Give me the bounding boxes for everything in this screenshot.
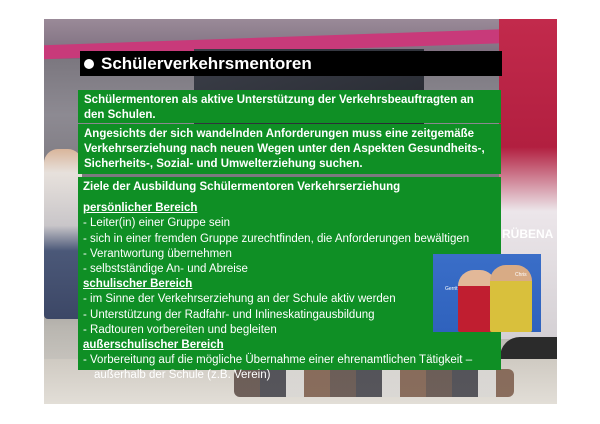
list-item: - sich in einer fremden Gruppe zurechtfinden, die Anforderungen bewältigen (83, 232, 470, 245)
list-item: - Vorbereitung auf die mögliche Übernahme einer ehrenamtlichen Tätigkeit – (83, 354, 473, 367)
goals-heading: Ziele der Ausbildung Schülermentoren Verkehrserziehung (83, 181, 401, 193)
list-item: - Unterstützung der Radfahr- und Inlineskatingausbildung (83, 308, 375, 321)
slide-title (80, 51, 502, 76)
context-box (78, 124, 501, 174)
name-tag: Gerrit (445, 286, 458, 292)
section-title-personal: persönlicher Bereich (83, 202, 198, 215)
list-item: - Verantwortung übernehmen (83, 247, 232, 260)
section-title-school: schulischer Bereich (83, 278, 193, 291)
bullet-icon (84, 59, 94, 69)
list-item: - Leiter(in) einer Gruppe sein (83, 217, 231, 230)
list-item: - selbstständige An- und Abreise (83, 262, 248, 275)
name-tag: Chris (515, 272, 527, 278)
list-item: - im Sinne der Verkehrserziehung an der Schule aktiv werden (83, 293, 396, 306)
list-item: außerhalb der Schule (z.B. Verein) (94, 369, 271, 382)
context-text: Angesichts der sich wandelnden Anforderungen muss eine zeitgemäße Verkehrserziehung nach neuen Wegen unter den Aspekten Gesundheits-, Sicherheits-, Sozial- und Umwelterziehung suchen. (84, 128, 485, 170)
mentors-photo (433, 254, 541, 332)
section-title-extracurricular: außerschulischer Bereich (83, 338, 224, 351)
intro-text: Schülermentoren als aktive Unterstützung der Verkehrsbeauftragten an den Schulen. (84, 94, 474, 121)
bus-brand-text: RÜBENA (502, 227, 554, 241)
list-item: - Radtouren vorbereiten und begleiten (83, 323, 277, 336)
intro-box (78, 90, 501, 123)
slide-title-text: Schülerverkehrsmentoren (101, 53, 312, 73)
child-figure (44, 149, 82, 319)
